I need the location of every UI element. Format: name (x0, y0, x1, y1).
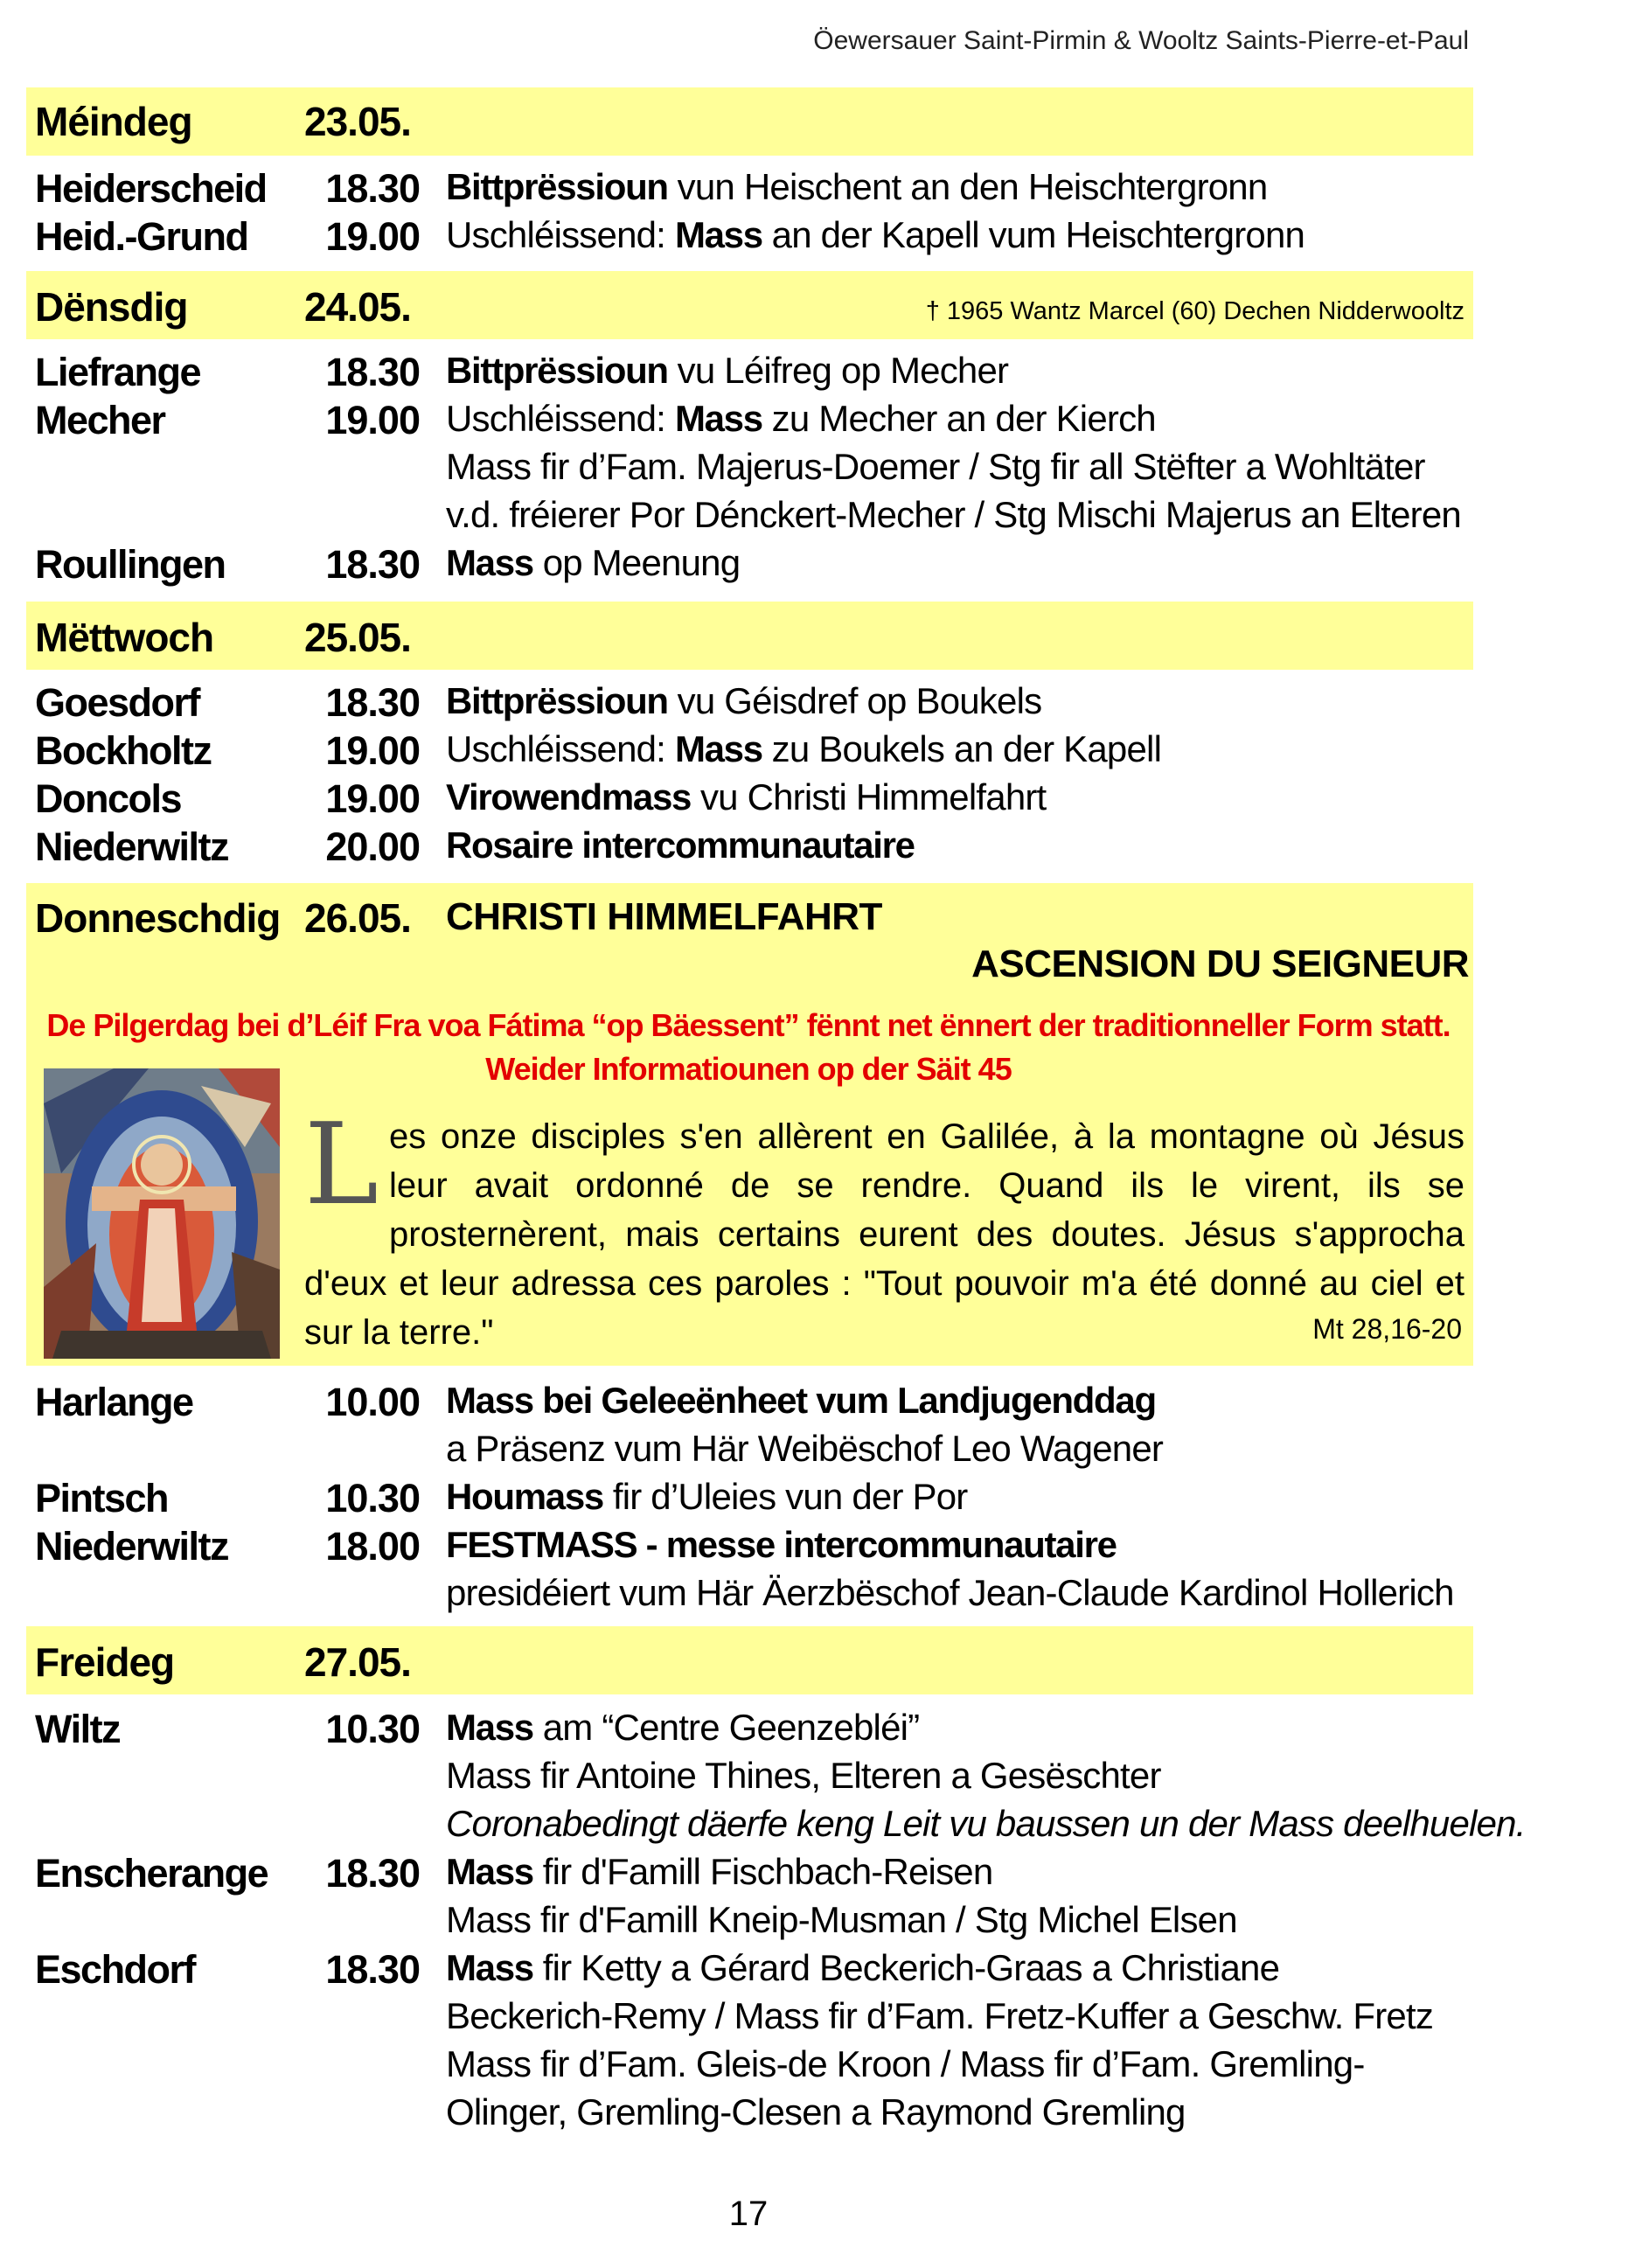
description (446, 824, 915, 866)
quote-text: es onze disciples s'en allèrent en Galilée, à la montagne où Jésus leur avait ordonné de se rendre. Quand ils le virent, ils se prosternèrent, mais certains eurent des doutes. Jésus s'approcha d'eux et leur adressa ces paroles : "Tout pouvoir m'a été donné au ciel et sur la terre." (304, 1117, 1465, 1352)
description-bold: Mass (446, 1947, 533, 1988)
description (446, 1947, 1279, 1989)
entry-niederwiltz (0, 1524, 1628, 1573)
description-line: Mass fir d’Fam. Gleis-de Kroon / Mass fir d’Fam. Gremling- (446, 2043, 1365, 2084)
entry-continuation (0, 1428, 1628, 1477)
description-bold: Houmass (446, 1476, 603, 1517)
entry-continuation (0, 446, 1628, 495)
day-name: Freideg (35, 1639, 175, 1685)
description-line: Beckerich-Remy / Mass fir d’Fam. Fretz-Kuffer a Geschw. Fretz (446, 1995, 1434, 2036)
day-band (26, 87, 1473, 156)
description-line: Olinger, Gremling-Clesen a Raymond Gremling (446, 2091, 1186, 2132)
description-text: zu Boukels an der Kapell (762, 728, 1162, 769)
entry-continuation (0, 1803, 1628, 1852)
description-text: zu Mecher an der Kierch (762, 398, 1156, 439)
day-name: Donneschdig (35, 895, 281, 941)
drop-cap: L (304, 1100, 379, 1230)
description (446, 542, 740, 584)
description-bold: Mass (446, 1851, 533, 1892)
gospel-quote (304, 1100, 1465, 1357)
time: 19.00 (325, 776, 420, 821)
description (446, 680, 1041, 722)
description-line: Mass fir d'Famill Kneip-Musman / Stg Michel Elsen (446, 1899, 1237, 1940)
entry-liefrange (0, 350, 1628, 399)
entry-continuation (0, 1995, 1628, 2044)
entry-mecher (0, 398, 1628, 447)
time: 19.00 (325, 728, 420, 773)
entry-harlange (0, 1380, 1628, 1429)
entry-pintsch (0, 1476, 1628, 1525)
day-band (26, 602, 1473, 670)
time: 19.00 (325, 214, 420, 259)
time: 18.30 (325, 542, 420, 587)
info-notice: Weider Informatiounen op der Säit 45 (485, 1051, 1012, 1087)
entry-heid-grund (0, 214, 1628, 263)
description-bold: FESTMASS - messe intercommunautaire (446, 1524, 1117, 1565)
day-name: Mëttwoch (35, 615, 214, 660)
page-number: 17 (728, 2195, 769, 2233)
day-band (26, 271, 1473, 339)
place: Pintsch (35, 1476, 169, 1520)
entry-doncols (0, 776, 1628, 825)
place: Roullingen (35, 542, 226, 587)
description-line: v.d. fréierer Por Dénckert-Mecher / Stg Mischi Majerus an Elteren (446, 494, 1461, 535)
description-text: an der Kapell vum Heischtergronn (762, 214, 1305, 255)
description (446, 1380, 1156, 1422)
pilgrimage-notice: De Pilgerdag bei d’Léif Fra voa Fátima “op Bäessent” fënnt net ënnert der traditionneller Form statt. (46, 1007, 1451, 1043)
place: Niederwiltz (35, 824, 229, 869)
time: 18.30 (325, 166, 420, 211)
place: Enscherange (35, 1851, 268, 1896)
description-bold: Mass (446, 542, 533, 583)
entry-eschdorf (0, 1947, 1628, 1996)
description-bold: Mass (446, 1707, 533, 1748)
description-prefix: Uschléissend: (446, 728, 675, 769)
place: Doncols (35, 776, 182, 821)
description-bold: Virowendmass (446, 776, 692, 817)
ascension-painting (44, 1068, 280, 1359)
place: Wiltz (35, 1707, 121, 1751)
time: 20.00 (325, 824, 420, 869)
description-text: vun Heischent an den Heischtergronn (667, 166, 1268, 207)
description-text: fir Ketty a Gérard Beckerich-Graas a Christiane (532, 1947, 1280, 1988)
description (446, 776, 1046, 818)
description-line: presidéiert vum Här Äerzbëschof Jean-Claude Kardinol Hollerich (446, 1572, 1454, 1613)
place: Heiderscheid (35, 166, 267, 211)
description-line: a Präsenz vum Här Weibëschof Leo Wagener (446, 1428, 1164, 1469)
place: Mecher (35, 398, 165, 442)
time: 10.00 (325, 1380, 420, 1424)
description-prefix: Uschléissend: (446, 398, 675, 439)
place: Harlange (35, 1380, 193, 1424)
description-prefix: Uschléissend: (446, 214, 675, 255)
description-text: vu Christi Himmelfahrt (691, 776, 1047, 817)
description (446, 1851, 992, 1893)
description-line: Mass fir Antoine Thines, Elteren a Gesëschter (446, 1755, 1161, 1796)
entry-continuation (0, 2043, 1628, 2092)
description (446, 398, 1156, 440)
time: 19.00 (325, 398, 420, 442)
description-bold: Bittprëssioun (446, 166, 668, 207)
entry-heiderscheid (0, 166, 1628, 215)
description-text: vu Léifreg op Mecher (667, 350, 1009, 391)
day-name: Dënsdig (35, 284, 188, 330)
description (446, 350, 1008, 392)
time: 18.30 (325, 350, 420, 394)
day-date: 25.05. (304, 615, 411, 660)
time: 10.30 (325, 1707, 420, 1751)
place: Bockholtz (35, 728, 212, 773)
description (446, 166, 1267, 208)
description-bold: Bittprëssioun (446, 350, 668, 391)
entry-continuation (0, 1755, 1628, 1804)
entry-enscherange (0, 1851, 1628, 1900)
entry-bockholtz (0, 728, 1628, 777)
entry-goesdorf (0, 680, 1628, 729)
description-text: fir d'Famill Fischbach-Reisen (532, 1851, 993, 1892)
entry-niederwiltz (0, 824, 1628, 873)
day-name: Méindeg (35, 99, 192, 144)
time: 18.30 (325, 1851, 420, 1896)
place: Liefrange (35, 350, 201, 394)
bible-reference: Mt 28,16-20 (1312, 1313, 1462, 1345)
time: 18.30 (325, 1947, 420, 1992)
entry-roullingen (0, 542, 1628, 591)
entry-continuation (0, 1899, 1628, 1948)
description (446, 214, 1304, 256)
place: Goesdorf (35, 680, 200, 725)
description-text: fir d’Uleies vun der Por (602, 1476, 968, 1517)
description (446, 1476, 967, 1518)
description-bold: Bittprëssioun (446, 680, 668, 721)
description-bold: Mass bei Geleeënheet vum Landjugenddag (446, 1380, 1156, 1421)
description-bold: Mass (674, 398, 762, 439)
time: 18.30 (325, 680, 420, 725)
day-date: 26.05. (304, 895, 411, 941)
description (446, 1707, 919, 1749)
feast-subtitle: ASCENSION DU SEIGNEUR (971, 943, 1469, 985)
description-bold: Rosaire intercommunautaire (446, 824, 915, 866)
day-date: 24.05. (304, 284, 411, 330)
memorial-note: † 1965 Wantz Marcel (60) Dechen Nidderwooltz (925, 297, 1465, 325)
description (446, 1524, 1117, 1566)
description-bold: Mass (674, 728, 762, 769)
place: Heid.-Grund (35, 214, 248, 259)
entry-continuation (0, 2091, 1628, 2140)
day-date: 23.05. (304, 99, 411, 144)
description-text: am “Centre Geenzebléi” (532, 1707, 920, 1748)
entry-continuation (0, 1572, 1628, 1621)
description (446, 728, 1161, 770)
day-date: 27.05. (304, 1639, 411, 1685)
time: 10.30 (325, 1476, 420, 1520)
description-line: Mass fir d’Fam. Majerus-Doemer / Stg fir all Stëfter a Wohltäter (446, 446, 1425, 487)
description-text: op Meenung (532, 542, 741, 583)
entry-wiltz (0, 1707, 1628, 1756)
covid-note: Coronabedingt däerfe keng Leit vu baussen un der Mass deelhuelen. (446, 1803, 1526, 1844)
place: Eschdorf (35, 1947, 196, 1992)
page-header: Öewersauer Saint-Pirmin & Wooltz Saints-Pierre-et-Paul (813, 26, 1469, 55)
day-band (26, 1626, 1473, 1694)
place: Niederwiltz (35, 1524, 229, 1569)
description-bold: Mass (674, 214, 762, 255)
description-text: vu Géisdref op Boukels (667, 680, 1042, 721)
entry-continuation (0, 494, 1628, 543)
time: 18.00 (325, 1524, 420, 1569)
feast-title: CHRISTI HIMMELFAHRT (446, 895, 882, 938)
